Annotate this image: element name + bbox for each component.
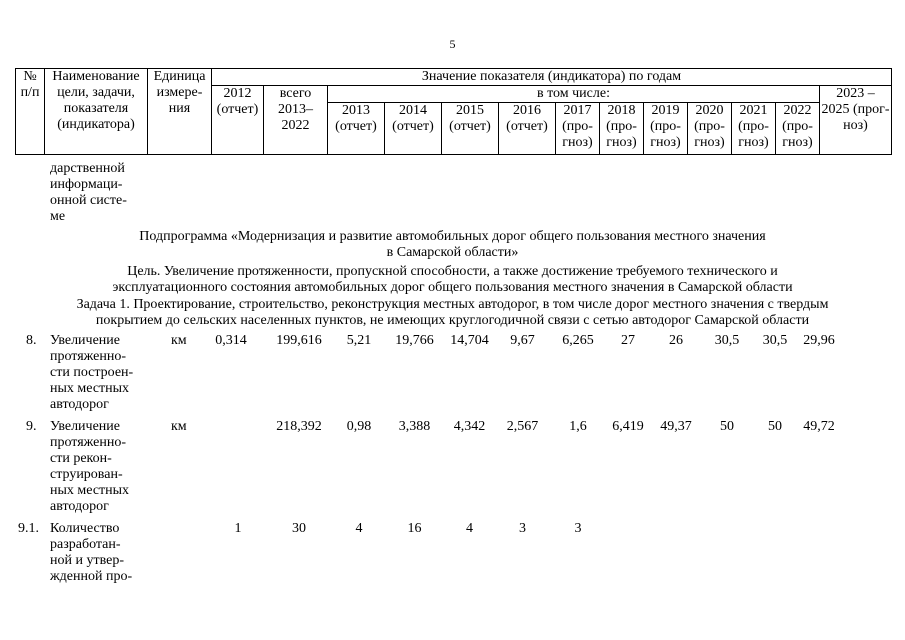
- subprogram-line: в Самарской области»: [386, 245, 519, 260]
- name-line: ной и утвер-: [50, 553, 124, 568]
- row-8-2013: 5,21: [346, 333, 372, 348]
- row-8-2018: 27: [621, 333, 635, 348]
- task-line: Задача 1. Проектирование, строительство, реконструкция местных автодорог, в том числе дорог местного значения с твердым: [76, 297, 829, 312]
- header-year: 2017 (про-гноз): [556, 103, 600, 155]
- header-total: всего 2013–2022: [264, 86, 328, 155]
- subprogram-line: Подпрограмма «Модернизация и развитие автомобильных дорог общего пользования местного значения: [139, 229, 766, 244]
- row-8-2016: 9,67: [510, 333, 535, 348]
- goal-heading: [10, 264, 895, 296]
- row-8-2012: 0,314: [215, 333, 247, 348]
- row-9-2018: 6,419: [612, 419, 644, 434]
- name-line: протяженно-: [50, 435, 127, 450]
- name-line: ных местных: [50, 381, 130, 396]
- header-unit: Единица измере-ния: [148, 69, 212, 155]
- name-line: сти построен-: [50, 365, 134, 380]
- header-name: Наименование цели, задачи, показателя (индикатора): [45, 69, 148, 155]
- row-9-1-2017: 3: [574, 521, 582, 536]
- row-8-name: [50, 333, 160, 413]
- row-9-2021: 50: [768, 419, 782, 434]
- name-line: протяженно-: [50, 349, 127, 364]
- row-9-2014: 3,388: [398, 419, 431, 434]
- name-line: Увеличение: [50, 419, 121, 434]
- carryover-line: дарственной: [50, 161, 125, 176]
- header-year: 2016 (отчет): [499, 103, 556, 155]
- row-8-total: 199,616: [276, 333, 322, 348]
- name-line: жденной про-: [50, 569, 133, 584]
- row-9-1-2016: 3: [519, 521, 526, 536]
- row-8-2019: 26: [669, 333, 683, 348]
- row-9-1-2015: 4: [466, 521, 473, 536]
- name-line: Количество: [50, 521, 120, 536]
- goal-line: эксплуатационного состояния автомобильных дорог общего пользования местного значения в Самарской области: [112, 280, 793, 295]
- row-8-2014: 19,766: [395, 333, 434, 348]
- row-8-2020: 30,5: [714, 333, 740, 348]
- carryover-line: онной систе-: [50, 193, 127, 208]
- name-line: разработан-: [50, 537, 121, 552]
- goal-line: Цель. Увеличение протяженности, пропускной способности, а также достижение требуемого технического и: [127, 264, 778, 279]
- task-heading: [10, 297, 895, 329]
- name-line: струирован-: [50, 467, 123, 482]
- row-9-1-name: [50, 521, 160, 585]
- row-9-2022: 49,72: [803, 419, 835, 434]
- subprogram-heading: [10, 229, 895, 261]
- header-year: 2020 (про-гноз): [688, 103, 732, 155]
- row-9-2015: 4,342: [453, 419, 486, 434]
- row-8-2021: 30,5: [762, 333, 788, 348]
- row-8-2015: 14,704: [450, 333, 489, 348]
- row-9-1-total: 30: [292, 521, 306, 536]
- row-9-total: 218,392: [276, 419, 322, 434]
- name-line: автодорог: [50, 397, 109, 412]
- header-year: 2015 (отчет): [442, 103, 499, 155]
- header-2012: 2012 (отчет): [212, 86, 264, 155]
- header-values: Значение показателя (индикатора) по годам: [212, 69, 892, 86]
- header-year: 2013 (отчет): [328, 103, 385, 155]
- row-9-2019: 49,37: [660, 419, 692, 434]
- row-9-1-2014: 16: [407, 521, 422, 536]
- page-number: 5: [449, 37, 456, 51]
- row-9-2013: 0,98: [346, 419, 372, 434]
- header-year: 2018 (про-гноз): [600, 103, 644, 155]
- header-year: 2019 (про-гноз): [644, 103, 688, 155]
- row-9-1-number: 9.1.: [18, 521, 39, 536]
- header-year: 2022 (про-гноз): [776, 103, 820, 155]
- row-9-name: [50, 419, 160, 515]
- carryover-line: ме: [50, 209, 66, 224]
- name-line: Увеличение: [50, 333, 121, 348]
- row-8-number: 8.: [26, 333, 37, 348]
- header-2023-2025: 2023 – 2025 (прог-ноз): [820, 86, 892, 155]
- row-8-2022: 29,96: [803, 333, 835, 348]
- row-9-1-2013: 4: [355, 521, 363, 536]
- row-8-unit: км: [171, 333, 187, 348]
- task-line: покрытием до сельских населенных пунктов, не имеющих круглогодичной связи с сетью автодорог Самарской области: [95, 313, 810, 328]
- header-year: 2014 (отчет): [385, 103, 442, 155]
- header-year: 2021 (про-гноз): [732, 103, 776, 155]
- row-9-2020: 50: [720, 419, 734, 434]
- name-line: ных местных: [50, 483, 130, 498]
- header-including: в том числе:: [328, 86, 820, 103]
- indicator-table-header: [15, 68, 892, 155]
- name-line: сти рекон-: [50, 451, 112, 466]
- carryover-text: [50, 161, 127, 225]
- row-9-1-2012: 1: [234, 521, 242, 536]
- name-line: автодорог: [50, 499, 109, 514]
- row-9-unit: км: [171, 419, 187, 434]
- carryover-line: информаци-: [50, 177, 123, 192]
- row-9-2016: 2,567: [506, 419, 539, 434]
- row-9-number: 9.: [26, 419, 37, 434]
- row-8-2017: 6,265: [562, 333, 594, 348]
- row-9-2017: 1,6: [569, 419, 587, 434]
- header-no: № п/п: [16, 69, 45, 155]
